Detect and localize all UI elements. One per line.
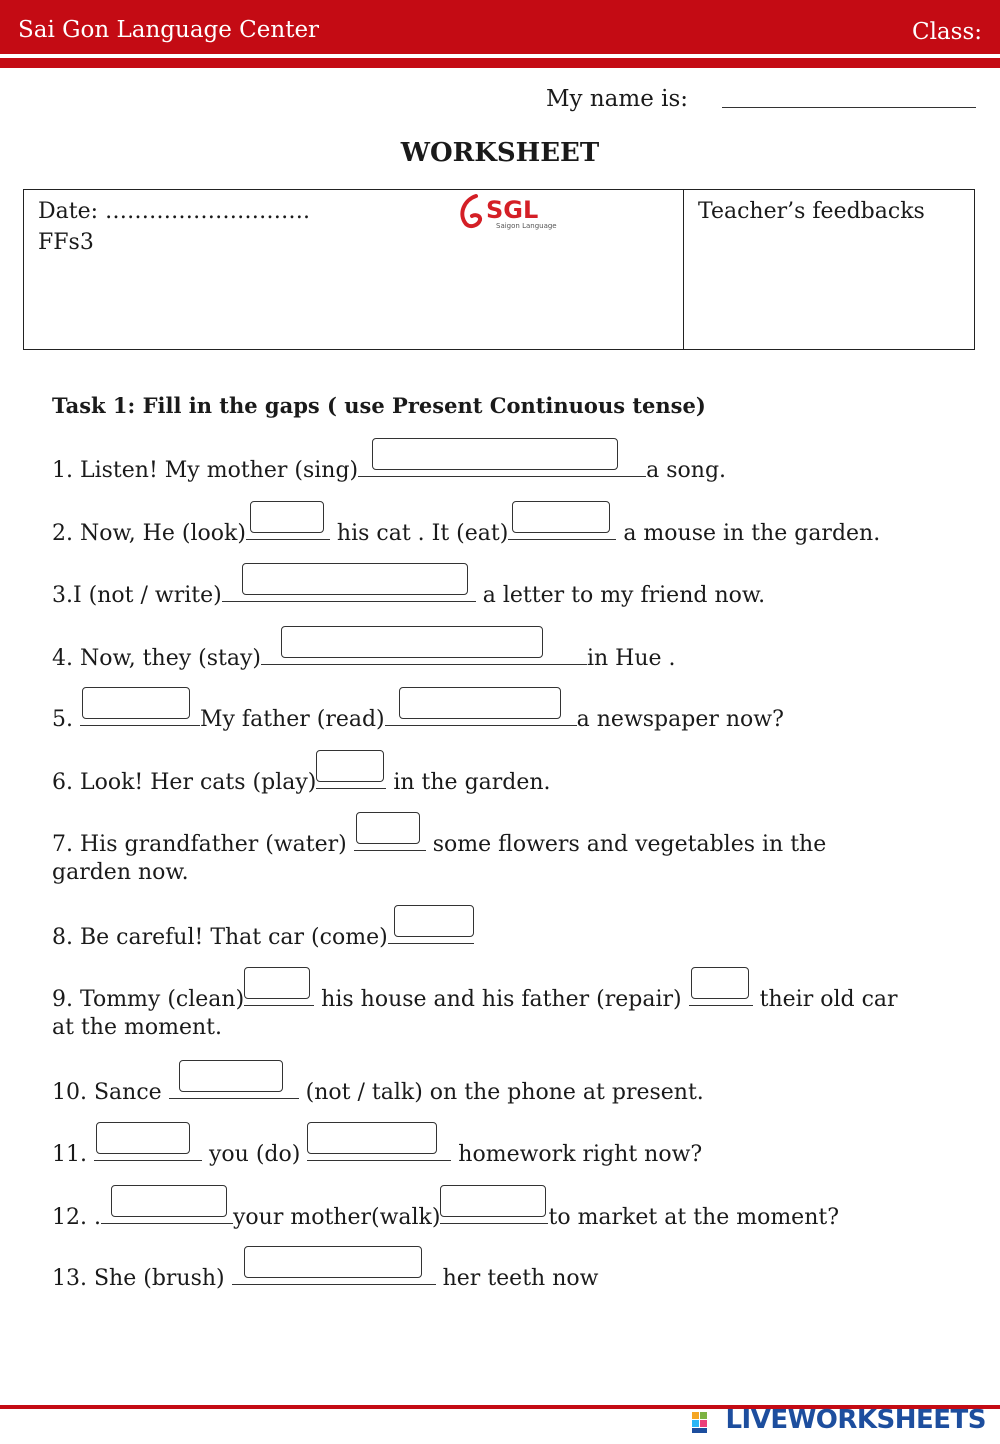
- gap-2b: [508, 515, 616, 540]
- gap-11a: [94, 1136, 202, 1161]
- question-12: [52, 1199, 839, 1234]
- answer-box-12a[interactable]: [111, 1185, 227, 1217]
- question-text: homework right now?: [451, 1142, 703, 1167]
- question-3: [52, 577, 765, 612]
- question-10: [52, 1074, 704, 1109]
- answer-box-2a[interactable]: [250, 501, 324, 533]
- header-bar: [0, 0, 1000, 54]
- answer-box-7[interactable]: [356, 812, 420, 844]
- header-rule: [0, 58, 1000, 68]
- gap-12a: [101, 1199, 233, 1224]
- answer-box-12b[interactable]: [440, 1185, 546, 1217]
- question-text: 13. She (brush): [52, 1266, 232, 1291]
- footer-brand: LIVEWORKSHEETS: [725, 1405, 986, 1435]
- question-5: [52, 701, 784, 736]
- question-text: his cat . It (eat): [329, 521, 509, 546]
- question-text: 5.: [52, 707, 80, 732]
- question-text: 4. Now, they (stay): [52, 646, 261, 671]
- logo-text: SGL: [486, 196, 539, 224]
- question-text: a newspaper now?: [576, 707, 784, 732]
- answer-box-11b[interactable]: [307, 1122, 437, 1154]
- question-9: [52, 981, 898, 1016]
- gap-3: [222, 577, 476, 602]
- answer-box-6[interactable]: [316, 750, 384, 782]
- question-6: [52, 764, 551, 799]
- gap-6: [316, 764, 386, 789]
- question-text: to market at the moment?: [548, 1205, 840, 1230]
- question-text: 11.: [52, 1142, 94, 1167]
- answer-box-13[interactable]: [244, 1246, 422, 1278]
- gap-11b: [307, 1136, 451, 1161]
- gap-13: [232, 1260, 436, 1285]
- question-text: in Hue .: [586, 646, 676, 671]
- question-11: [52, 1136, 702, 1171]
- question-1: [52, 452, 726, 487]
- question-text: a letter to my friend now.: [475, 583, 766, 608]
- gap-1: [358, 452, 646, 477]
- question-4: [52, 640, 676, 675]
- date-field: Date: ……………………….: [38, 199, 311, 224]
- liveworksheets-logo-icon: [691, 1409, 717, 1435]
- answer-box-11a[interactable]: [96, 1122, 190, 1154]
- question-7-continuation: garden now.: [52, 860, 189, 885]
- page-title: WORKSHEET: [400, 138, 600, 168]
- question-text: their old car: [752, 987, 898, 1012]
- question-text: your mother(walk): [232, 1205, 441, 1230]
- answer-box-4[interactable]: [281, 626, 543, 658]
- question-text: 1. Listen! My mother (sing): [52, 458, 359, 483]
- question-8: [52, 919, 474, 954]
- teacher-feedback-label: Teacher’s feedbacks: [698, 199, 925, 224]
- question-text: a song.: [646, 458, 727, 483]
- info-table: [23, 189, 975, 350]
- class-code: FFs3: [38, 230, 94, 255]
- question-2: [52, 515, 880, 550]
- question-text: 12. .: [52, 1205, 101, 1230]
- question-9-continuation: at the moment.: [52, 1015, 222, 1040]
- question-text: some flowers and vegetables in the: [425, 832, 827, 857]
- question-text: 8. Be careful! That car (come): [52, 925, 388, 950]
- gap-2a: [246, 515, 330, 540]
- question-text: 10. Sance: [52, 1080, 169, 1105]
- sgl-logo-icon: [456, 192, 566, 232]
- answer-box-1[interactable]: [372, 438, 618, 470]
- question-text: 3.I (not / write): [52, 583, 222, 608]
- task-1-title: Task 1: Fill in the gaps ( use Present Continuous tense): [52, 393, 706, 418]
- question-text: 7. His grandfather (water): [52, 832, 354, 857]
- gap-10: [169, 1074, 299, 1099]
- question-text: her teeth now: [435, 1266, 599, 1291]
- answer-box-9a[interactable]: [244, 967, 310, 999]
- question-text: 9. Tommy (clean): [52, 987, 245, 1012]
- gap-9a: [244, 981, 314, 1006]
- answer-box-5b[interactable]: [399, 687, 561, 719]
- question-text: (not / talk) on the phone at present.: [298, 1080, 704, 1105]
- school-name: Sai Gon Language Center: [18, 17, 320, 43]
- question-text: his house and his father (repair): [314, 987, 689, 1012]
- question-text: in the garden.: [386, 770, 551, 795]
- answer-box-8[interactable]: [394, 905, 474, 937]
- question-text: 6. Look! Her cats (play): [52, 770, 317, 795]
- gap-5a: [80, 701, 200, 726]
- name-input-line[interactable]: [722, 107, 976, 108]
- gap-9b: [689, 981, 753, 1006]
- answer-box-3[interactable]: [242, 563, 468, 595]
- info-divider: [683, 190, 684, 349]
- gap-7: [354, 826, 426, 851]
- question-text: you (do): [201, 1142, 308, 1167]
- question-7: [52, 826, 826, 861]
- question-text: 2. Now, He (look): [52, 521, 246, 546]
- gap-4: [261, 640, 587, 665]
- gap-5b: [385, 701, 577, 726]
- answer-box-2b[interactable]: [512, 501, 610, 533]
- class-label: Class:: [911, 19, 982, 45]
- gap-12b: [440, 1199, 548, 1224]
- answer-box-5a[interactable]: [82, 687, 190, 719]
- answer-box-10[interactable]: [179, 1060, 283, 1092]
- gap-8: [388, 919, 474, 944]
- question-text: a mouse in the garden.: [616, 521, 881, 546]
- logo-subtext: Saigon Language: [496, 222, 557, 230]
- question-13: [52, 1260, 598, 1295]
- question-text: My father (read): [199, 707, 385, 732]
- name-label: My name is:: [546, 86, 689, 112]
- answer-box-9b[interactable]: [691, 967, 749, 999]
